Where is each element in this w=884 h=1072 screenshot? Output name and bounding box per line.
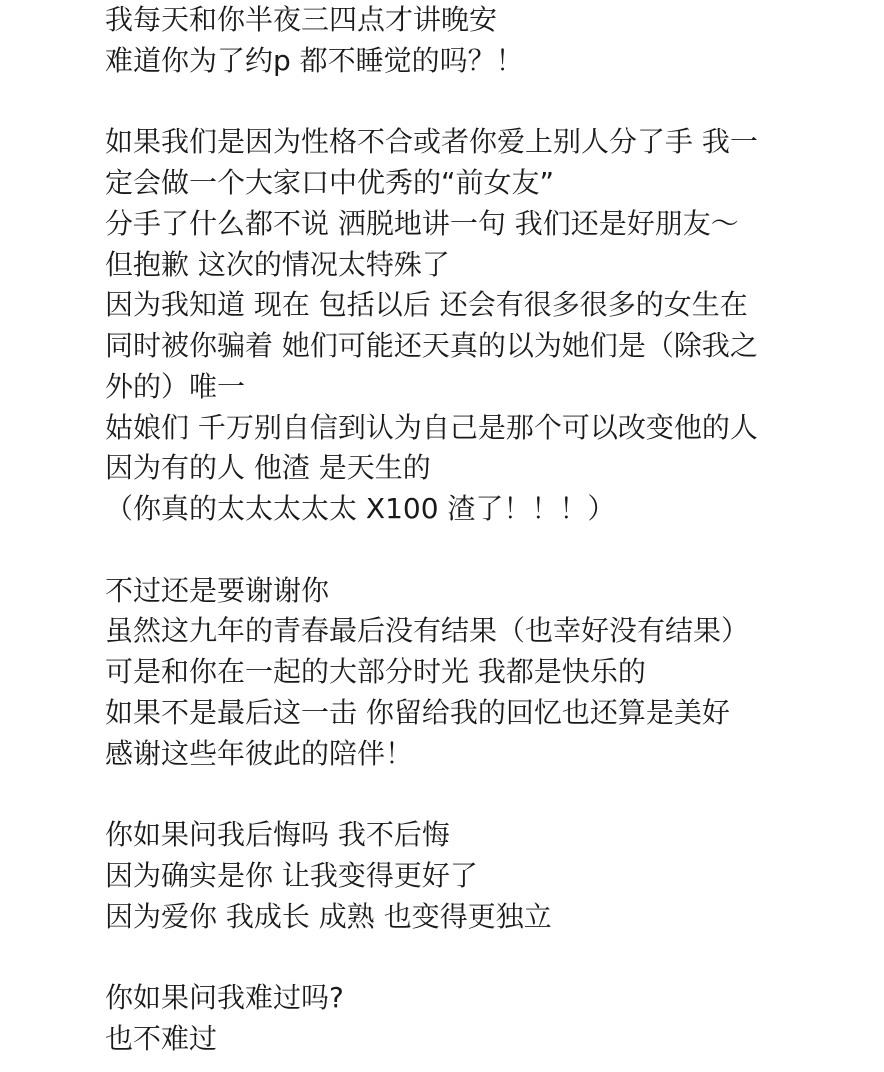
text-line: 如果我们是因为性格不合或者你爱上别人分了手 我一 [105, 125, 758, 159]
text-line: 难道你为了约p 都不睡觉的吗？！ [105, 43, 524, 77]
text-line: 也不难过 [105, 1021, 218, 1055]
text-line: 定会做一个大家口中优秀的“前女友” [105, 166, 555, 199]
text-line: 因为我知道 现在 包括以后 还会有很多很多的女生在 [105, 288, 748, 322]
message-text-body [105, 0, 865, 1060]
text-line: 你如果问我难过吗? [105, 981, 344, 1014]
text-line: 如果不是最后这一击 你留给我的回忆也还算是美好 [105, 695, 730, 729]
text-line: 因为爱你 我成长 成熟 也变得更独立 [105, 899, 552, 933]
paragraph-gap [105, 82, 865, 123]
text-line: 但抱歉 这次的情况太特殊了 [105, 247, 450, 281]
text-line: 不过还是要谢谢你 [105, 573, 330, 607]
paragraph-gap [105, 530, 865, 571]
text-line: 感谢这些年彼此的陪伴！ [105, 736, 414, 770]
text-line: 因为有的人 他渣 是天生的 [105, 451, 431, 485]
text-line: 我每天和你半夜三四点才讲晚安 [105, 3, 498, 36]
paragraph-gap [105, 937, 865, 978]
text-line: 虽然这九年的青春最后没有结果（也幸好没有结果） [105, 614, 750, 648]
text-line: 可是和你在一起的大部分时光 我都是快乐的 [105, 655, 646, 688]
text-line: 姑娘们 千万别自信到认为自己是那个可以改变他的人 [105, 410, 758, 444]
text-line: 同时被你骗着 她们可能还天真的以为她们是（除我之 [105, 329, 758, 362]
paragraph-gap [105, 774, 865, 815]
text-line: （你真的太太太太太 X100 渣了！！！） [105, 492, 616, 525]
text-line: 分手了什么都不说 洒脱地讲一句 我们还是好朋友～ [105, 206, 739, 240]
text-line: 外的）唯一 [105, 369, 246, 403]
text-line: 你如果问我后悔吗 我不后悔 [105, 818, 450, 851]
text-line: 因为确实是你 让我变得更好了 [105, 858, 478, 892]
